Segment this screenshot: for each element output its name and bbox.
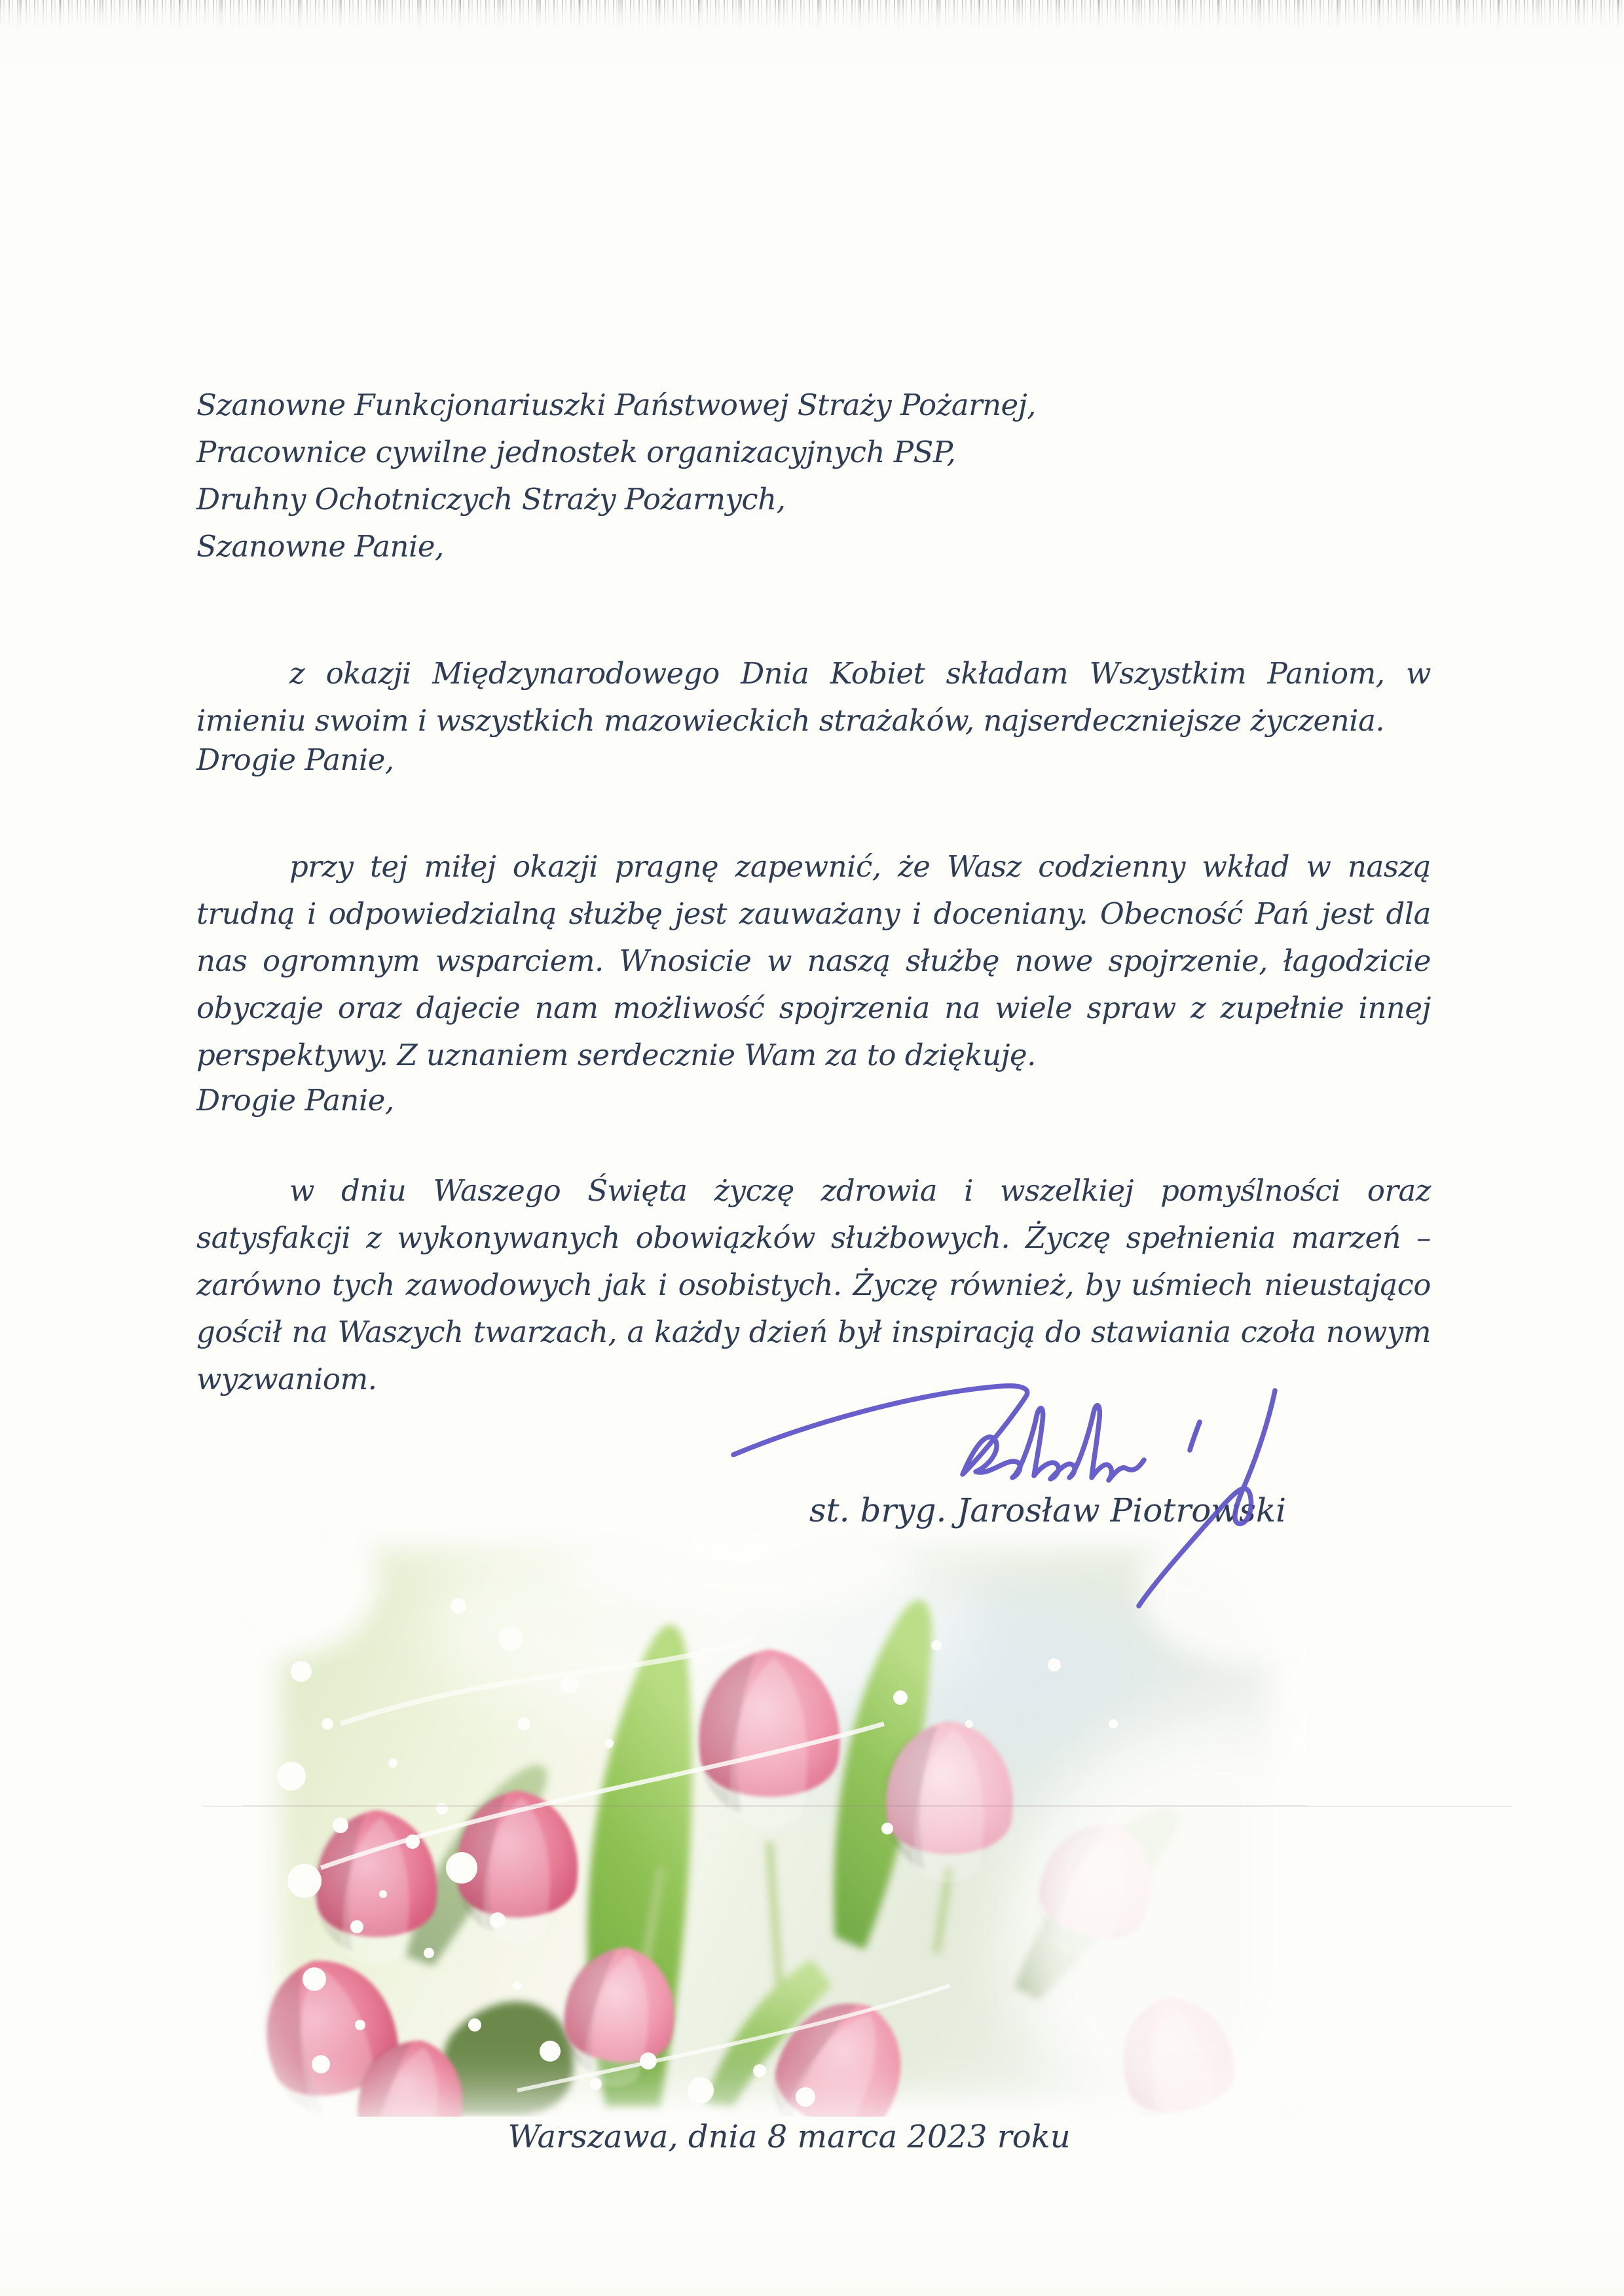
handwritten-signature-image [714,1362,1369,1637]
salutation-line: Druhny Ochotniczych Straży Pożarnych, [196,482,786,517]
signer-name: st. bryg. Jarosław Piotrowski [809,1491,1287,1529]
salutation-block [196,382,1441,570]
salutation-line: Szanowne Funkcjonariuszki Państwowej Straży Pożarnej, [196,388,1036,422]
signature-flourish-stroke [733,1386,1144,1480]
salutation-line: Szanowne Panie, [196,529,444,564]
signature-tick-stroke [1190,1422,1200,1450]
body-paragraph-1: przy tej miłej okazji pragnę zapewnić, że Wasz codzienny wkład w naszą trudną i odpowiedzialną służbę jest zauważany i doceniany. Obecność Pań jest dla nas ogromnym wsparciem. Wnosicie w naszą służbę nowe spojrzenie, łagodzicie obyczaje oraz dajecie nam możliwość spojrzenia na wiele spraw z zupełnie innej perspektywy. Z uznaniem serdecznie Wam za to dziękuję. [196,849,1431,1072]
greeting-line: Drogie Panie, [196,1083,394,1118]
dateline: Warszawa, dnia 8 marca 2023 roku [507,2119,1071,2155]
body-paragraph-2: w dniu Waszego Święta życzę zdrowia i wszelkiej pomyślności oraz satysfakcji z wykonywanych obowiązków służbowych. Życzę spełnienia marzeń – zarówno tych zawodowych jak i osobistych. Życzę również, by uśmiech nieustająco gościł na Waszych twarzach, a każdy dzień był inspiracją do stawiania czoła nowym wyzwaniom. [196,1173,1431,1396]
scan-fold-line [203,1806,1513,1807]
greeting-line: Drogie Panie, [196,742,394,777]
signature-j-stroke [1139,1391,1275,1606]
salutation-line: Pracownice cywilne jednostek organizacyjnych PSP, [196,435,956,469]
scanner-noise-band [0,0,1624,30]
intro-paragraph: z okazji Międzynarodowego Dnia Kobiet składam Wszystkim Paniom, w imieniu swoim i wszystkich mazowieckich strażaków, najserdeczniejsze życzenia. [196,656,1431,738]
